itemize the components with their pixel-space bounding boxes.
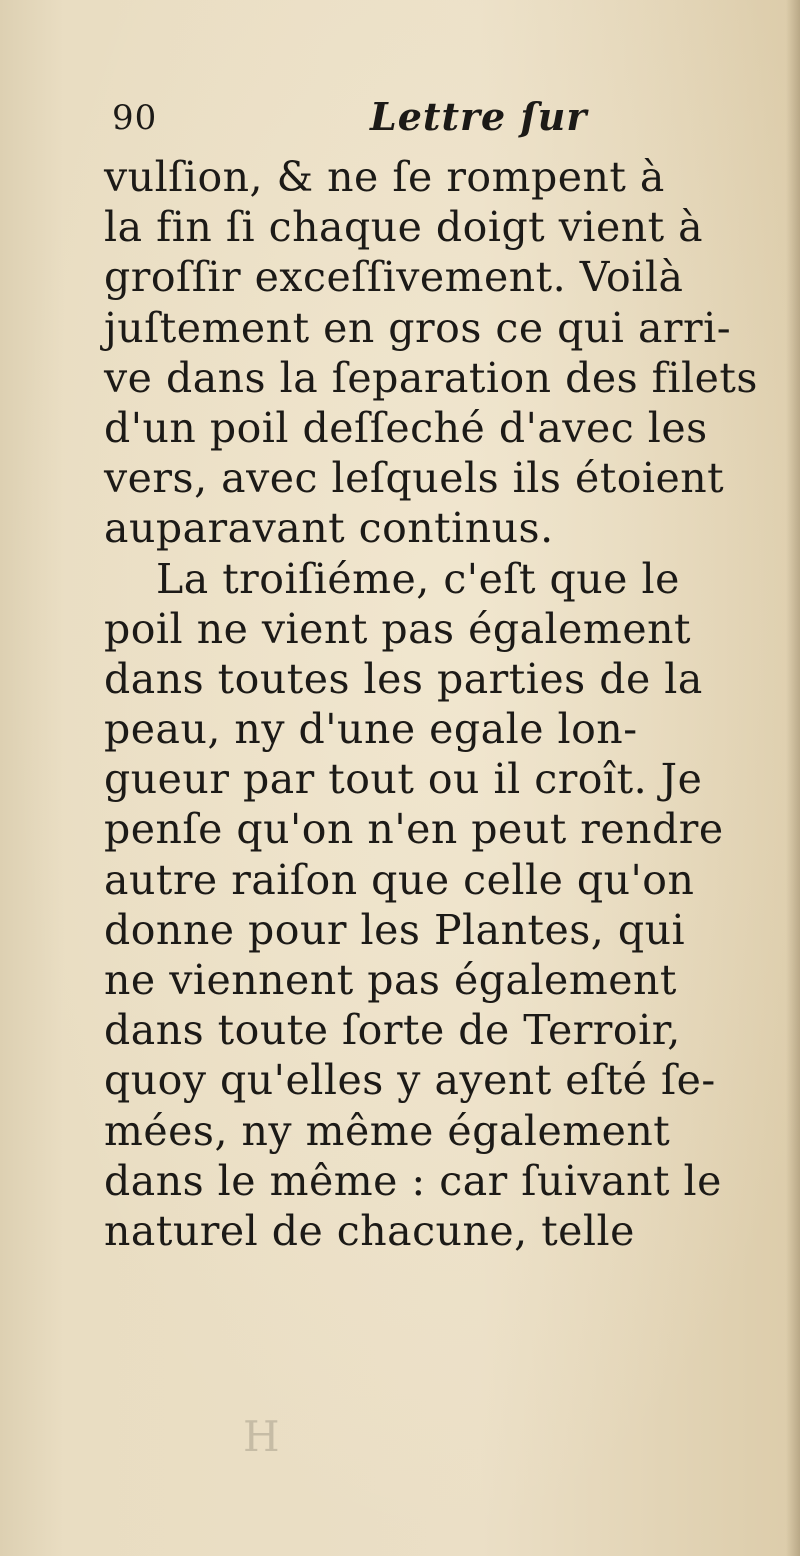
text-line: autre raiſon que celle qu'on [104, 855, 695, 904]
text-line: mées, ny même également [104, 1106, 671, 1155]
paragraph-start-line: La troiſiéme, c'eſt que le [156, 554, 680, 603]
running-title: Lettre ſur [370, 94, 588, 139]
text-line: dans toute ſorte de Terroir, [104, 1006, 681, 1055]
text-line: donne pour les Plantes, qui [104, 905, 686, 954]
show-through-signature-mark: H [243, 1412, 286, 1461]
text-line: naturel de chacune, telle [104, 1206, 635, 1255]
text-line: vers, avec leſquels ils étoient [104, 454, 725, 503]
text-line: d'un poil deſſeché d'avec les [104, 403, 708, 452]
text-line: quoy qu'elles y ayent eſté ſe- [104, 1056, 716, 1105]
text-line: peau, ny d'une egale lon- [104, 705, 638, 754]
text-line: gueur par tout ou il croît. Je [104, 755, 703, 804]
running-head [112, 94, 672, 150]
text-line: ne viennent pas également [104, 956, 677, 1004]
text-line: penſe qu'on n'en peut rendre [104, 805, 724, 854]
text-line: dans le même : car ſuivant le [104, 1156, 722, 1205]
text-line: groſſir exceſſivement. Voilà [104, 253, 684, 302]
text-line: dans toutes les parties de la [104, 654, 703, 703]
body-text [104, 152, 794, 1256]
text-line: juſtement en gros ce qui arri- [104, 303, 732, 352]
text-line: vulſion, & ne ſe rompent à [104, 153, 665, 201]
text-line: la fin ſi chaque doigt vient à [104, 203, 704, 252]
text-line: auparavant continus. [104, 504, 554, 553]
text-line: poil ne vient pas également [104, 604, 691, 653]
page-number: 90 [112, 98, 158, 138]
text-line: ve dans la ſeparation des filets [104, 353, 758, 402]
